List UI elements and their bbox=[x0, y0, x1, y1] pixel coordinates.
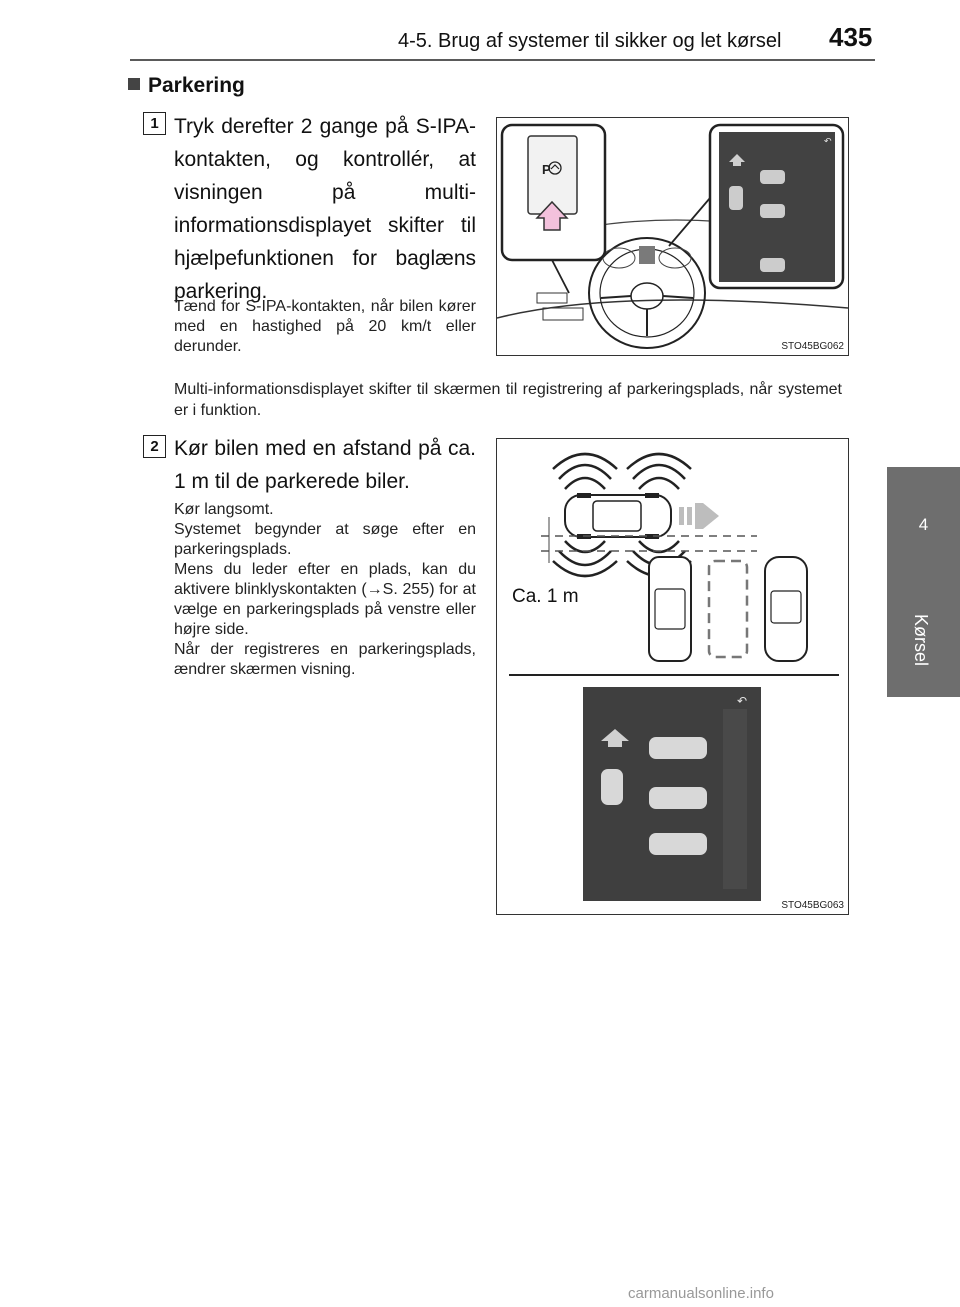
svg-text:↶: ↶ bbox=[824, 137, 832, 147]
step-number-1: 1 bbox=[143, 112, 166, 135]
section-heading bbox=[128, 74, 245, 98]
distance-label: Ca. 1 m bbox=[512, 586, 579, 607]
chapter-tab bbox=[887, 467, 960, 697]
dashboard-illustration bbox=[497, 118, 848, 355]
running-header: 4-5. Brug af systemer til sikker og let kørsel bbox=[398, 30, 782, 52]
p-switch-label: P bbox=[542, 162, 551, 177]
step-1-note: Tænd for S-IPA-kontakten, når bilen kører med en hastighed på 20 km/t eller derunder. bbox=[174, 298, 476, 355]
svg-text:↶: ↶ bbox=[737, 694, 748, 708]
figure-code-2: STO45BG063 bbox=[781, 900, 844, 911]
step-2-note-line: Når der registreres en parkeringsplads, ændrer skærmen visning. bbox=[174, 641, 476, 678]
section-heading-text: Parkering bbox=[148, 74, 245, 97]
figure-ipa-switch bbox=[496, 117, 849, 356]
step-1-instruction: Tryk derefter 2 gange på S-IPA-kontakten, og kontrollér, at visningen på multi-informationsdisplayet skifter til hjælpefunktionen for baglæns parkering. bbox=[174, 115, 476, 303]
header-divider bbox=[130, 59, 875, 61]
figure-parking-search bbox=[496, 438, 849, 915]
chapter-number: 4 bbox=[918, 515, 929, 534]
step-1-display-note: Multi-informationsdisplayet skifter til skærmen til registrering af parkeringsplads, når systemet er i funktion. bbox=[174, 381, 842, 419]
chapter-label: Kørsel bbox=[911, 614, 931, 667]
figure-code-1: STO45BG062 bbox=[781, 341, 844, 352]
parking-search-illustration bbox=[497, 439, 848, 914]
page-number: 435 bbox=[829, 22, 873, 52]
step-2-instruction: Kør bilen med en afstand på ca. 1 m til de parkerede biler. bbox=[174, 437, 476, 493]
square-bullet-icon bbox=[128, 78, 140, 90]
step-2-note-line: Systemet begynder at søge efter en parkeringsplads. bbox=[174, 521, 476, 558]
step-2-note-line: Kør langsomt. bbox=[174, 501, 274, 518]
step-2-note-line: Mens du leder efter en plads, kan du aktivere blinklyskontakten (→S. 255) for at vælge en parkeringsplads på venstre eller højre side. bbox=[174, 561, 476, 638]
watermark-text: carmanualsonline.info bbox=[628, 1285, 774, 1302]
step-number-2: 2 bbox=[143, 435, 166, 458]
step-2-note bbox=[174, 500, 476, 680]
